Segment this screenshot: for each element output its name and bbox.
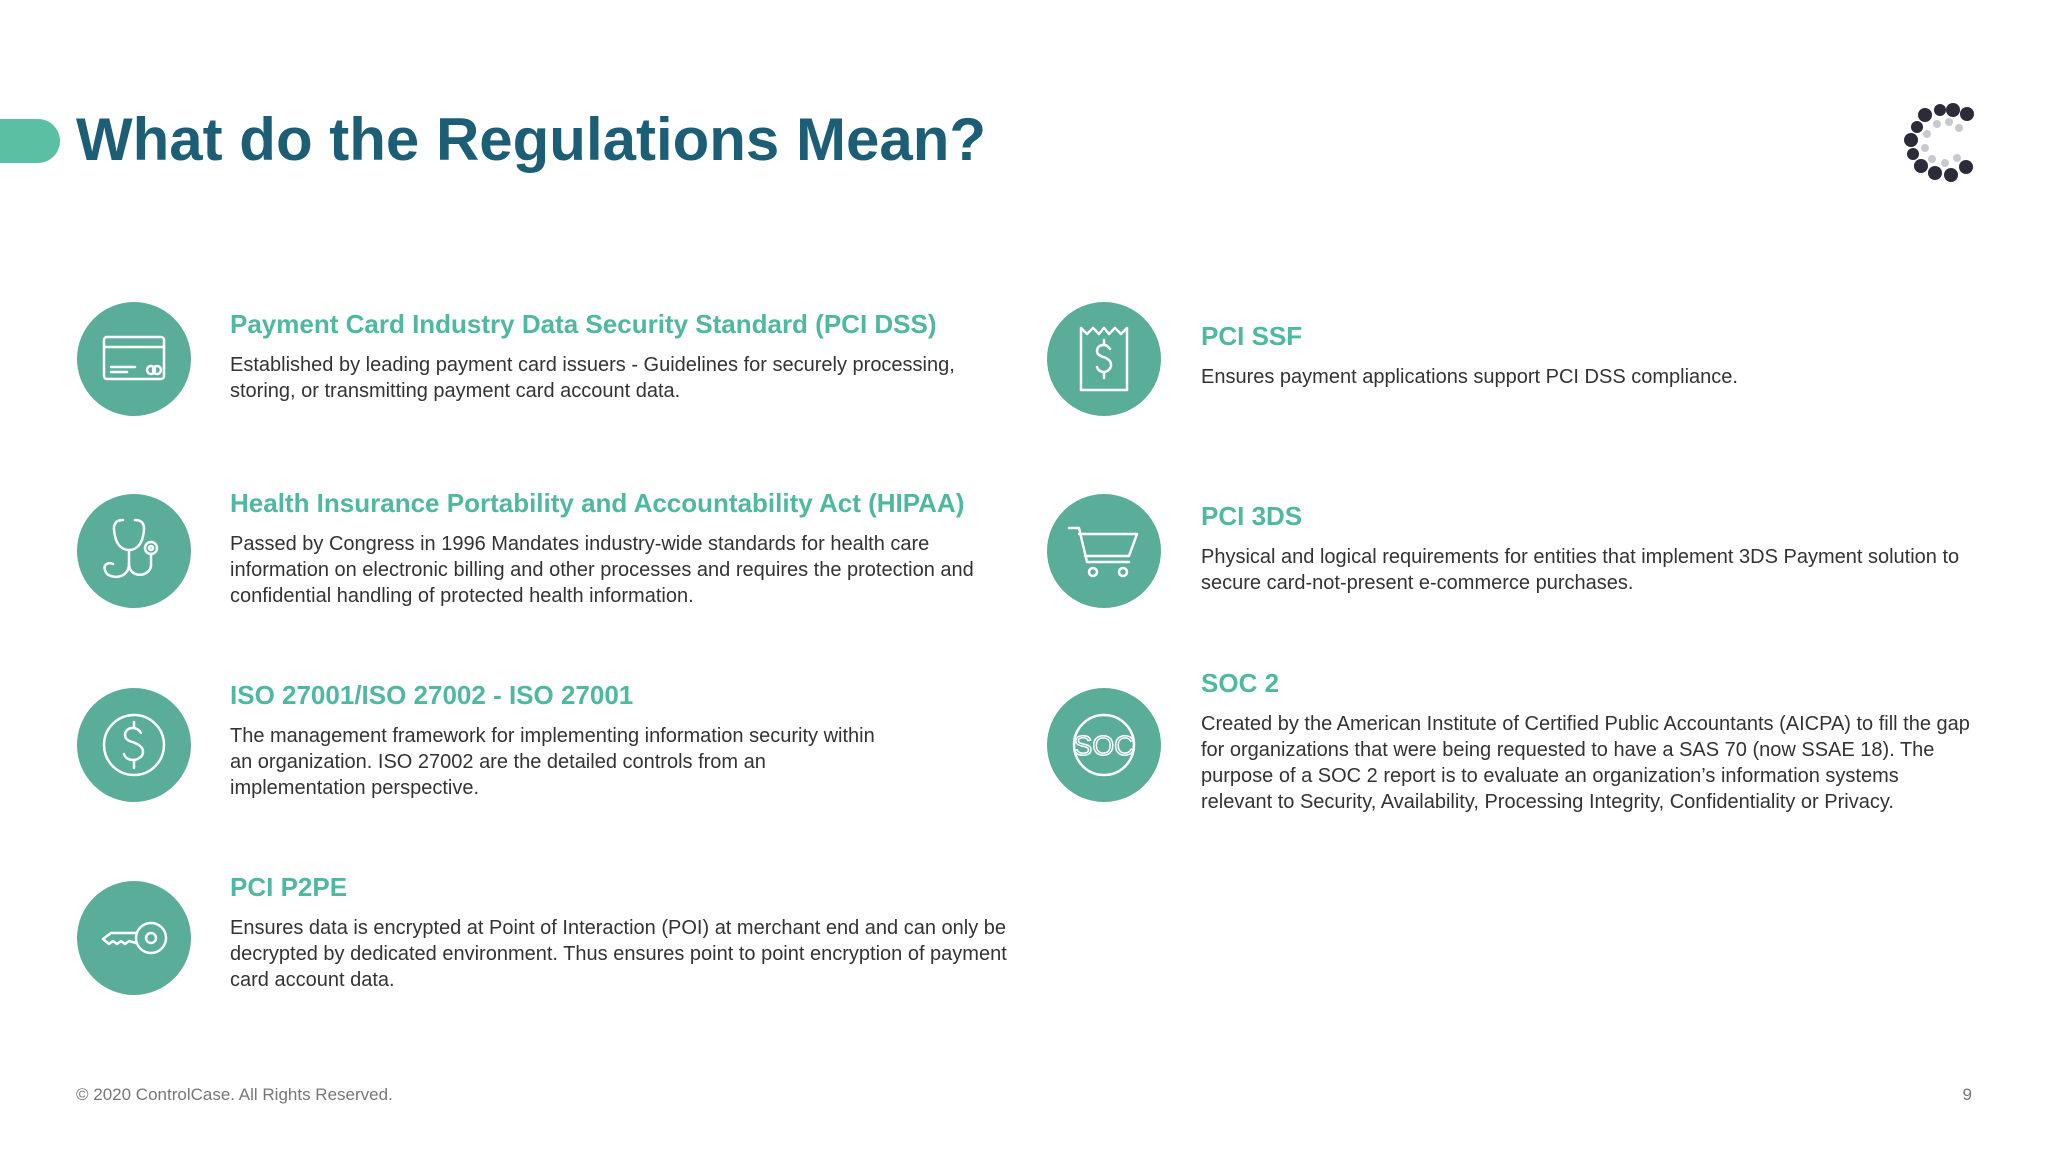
- soc-badge-text: SOC: [1073, 730, 1135, 761]
- footer-copyright: © 2020 ControlCase. All Rights Reserved.: [76, 1085, 393, 1104]
- soc-badge-icon: [1047, 688, 1161, 802]
- page-number: 9: [1962, 1085, 1972, 1104]
- regulation-heading: ISO 27001/ISO 27002 - ISO 27001: [230, 680, 634, 710]
- credit-card-icon: [77, 302, 191, 416]
- regulation-description: Established by leading payment card issuers - Guidelines for securely processing, storing, or transmitting payment card account data.: [230, 354, 955, 402]
- regulation-heading: SOC 2: [1201, 668, 1280, 698]
- dollar-coin-icon: [77, 688, 191, 802]
- controlcase-logo-icon: [1895, 100, 1985, 190]
- regulation-description: The management framework for implementing information security within an organization. ISO 27002 are the detailed controls from an implementation perspective.: [230, 725, 875, 799]
- regulation-description: Created by the American Institute of Certified Public Accountants (AICPA) to fill the gap for organizations that were being requested to have a SAS 70 (now SSAE 18). The purpose of a SOC 2 report is to evaluate an organization’s information systems relevant to Security, Availability, Processing Integrity, Confidentiality or Privacy.: [1201, 713, 1970, 813]
- key-icon: [77, 881, 191, 995]
- regulation-heading: PCI SSF: [1201, 321, 1303, 351]
- regulation-heading: Payment Card Industry Data Security Standard (PCI DSS): [230, 309, 937, 339]
- title-accent-tab: [0, 119, 60, 163]
- receipt-dollar-icon: [1047, 302, 1161, 416]
- shopping-cart-icon: [1047, 494, 1161, 608]
- regulation-description: Physical and logical requirements for entities that implement 3DS Payment solution to secure card-not-present e-commerce purchases.: [1201, 546, 1960, 594]
- regulation-description: Passed by Congress in 1996 Mandates industry-wide standards for health care information on electronic billing and other processes and requires the protection and confidential handling of protected health information.: [230, 533, 974, 607]
- page-title: What do the Regulations Mean?: [76, 106, 986, 173]
- regulation-description: Ensures payment applications support PCI DSS compliance.: [1201, 366, 1738, 388]
- regulation-heading: PCI 3DS: [1201, 501, 1303, 531]
- regulation-description: Ensures data is encrypted at Point of Interaction (POI) at merchant end and can only be decrypted by dedicated environment. Thus ensures point to point encryption of payment card account data.: [230, 917, 1007, 991]
- regulation-heading: PCI P2PE: [230, 872, 348, 902]
- regulation-heading: Health Insurance Portability and Accountability Act (HIPAA): [230, 488, 965, 518]
- stethoscope-icon: [77, 494, 191, 608]
